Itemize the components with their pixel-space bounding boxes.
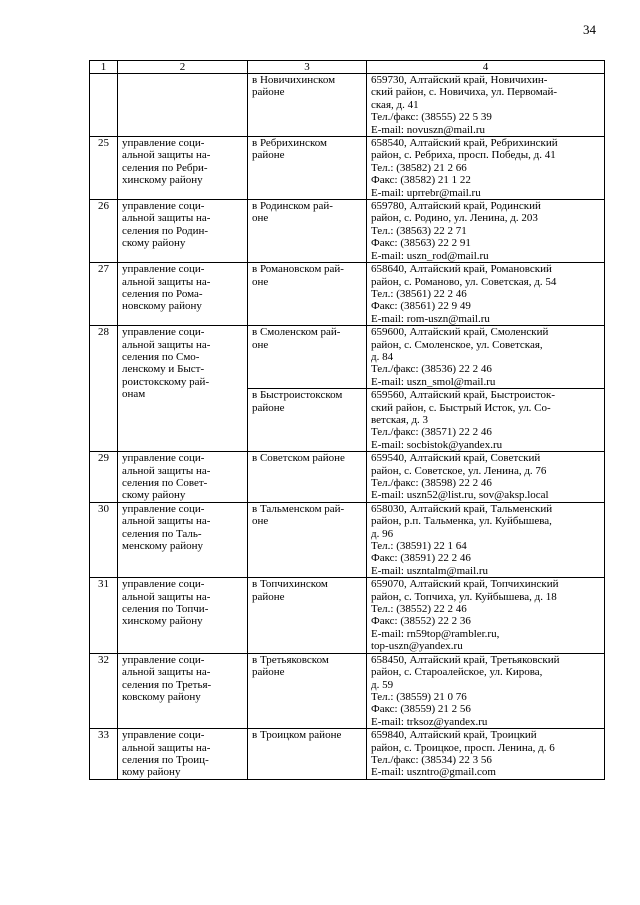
table-row bbox=[90, 326, 605, 389]
address-contacts: 658450, Алтайский край, Третьяковский район, с. Староалейское, ул. Кирова, д. 59 Тел.: (38559) 21 0 76 Факс: (38559) 21 2 56 E-mail: trksoz@yandex.ru bbox=[367, 653, 605, 728]
row-number: 26 bbox=[90, 200, 118, 263]
district-name: в Новичихинском районе bbox=[248, 74, 367, 137]
row-number: 32 bbox=[90, 653, 118, 728]
district-name: в Тальменском рай- оне bbox=[248, 502, 367, 577]
org-name bbox=[118, 74, 248, 137]
district-name: в Смоленском рай- оне bbox=[248, 326, 367, 389]
address-contacts: 659560, Алтайский край, Быстроисток- ский район, с. Быстрый Исток, ул. Со- ветская, д. 3 Тел./факс: (38571) 22 2 46 E-mail: socbistok@yandex.ru bbox=[367, 389, 605, 452]
districts-table bbox=[89, 60, 605, 780]
address-contacts: 658640, Алтайский край, Романовский район, с. Романово, ул. Советская, д. 54 Тел.: (38561) 22 2 46 Факс: (38561) 22 9 49 E-mail: rom-uszn@mail.ru bbox=[367, 263, 605, 326]
row-number: 29 bbox=[90, 452, 118, 503]
row-number: 27 bbox=[90, 263, 118, 326]
table-row bbox=[90, 653, 605, 728]
row-number: 31 bbox=[90, 578, 118, 653]
address-contacts: 659070, Алтайский край, Топчихинский район, с. Топчиха, ул. Куйбышева, д. 18 Тел.: (38552) 22 2 46 Факс: (38552) 22 2 36 E-mail: rn59top@rambler.ru, top-uszn@yandex.ru bbox=[367, 578, 605, 653]
row-number: 28 bbox=[90, 326, 118, 452]
address-contacts: 659730, Алтайский край, Новичихин- ский район, с. Новичиха, ул. Первомай- ская, д. 41 Тел./факс: (38555) 22 5 39 E-mail: novuszn@mail.ru bbox=[367, 74, 605, 137]
table-row bbox=[90, 200, 605, 263]
org-name: управление соци- альной защиты на- селения по Топчи- хинскому району bbox=[118, 578, 248, 653]
district-name: в Топчихинском районе bbox=[248, 578, 367, 653]
address-contacts: 658540, Алтайский край, Ребрихинский район, с. Ребриха, просп. Победы, д. 41 Тел.: (38582) 21 2 66 Факс: (38582) 21 1 22 E-mail: uprrebr@mail.ru bbox=[367, 137, 605, 200]
address-contacts: 659840, Алтайский край, Троицкий район, с. Троицкое, просп. Ленина, д. 6 Тел./факс: (38534) 22 3 56 E-mail: uszntro@gmail.com bbox=[367, 729, 605, 780]
table-row bbox=[90, 452, 605, 503]
table-row bbox=[90, 578, 605, 653]
header-cell: 3 bbox=[248, 61, 367, 74]
district-name: в Быстроистокском районе bbox=[248, 389, 367, 452]
org-name: управление соци- альной защиты на- селения по Родин- скому району bbox=[118, 200, 248, 263]
org-name: управление соци- альной защиты на- селения по Совет- скому району bbox=[118, 452, 248, 503]
district-name: в Советском районе bbox=[248, 452, 367, 503]
page-number: 34 bbox=[583, 22, 596, 37]
row-number: 33 bbox=[90, 729, 118, 780]
district-name: в Троицком районе bbox=[248, 729, 367, 780]
org-name: управление соци- альной защиты на- селения по Троиц- кому району bbox=[118, 729, 248, 780]
header-row bbox=[90, 61, 605, 74]
district-name: в Ребрихинском районе bbox=[248, 137, 367, 200]
header-cell: 4 bbox=[367, 61, 605, 74]
table-row bbox=[90, 263, 605, 326]
org-name: управление соци- альной защиты на- селения по Рома- новскому району bbox=[118, 263, 248, 326]
org-name: управление соци- альной защиты на- селения по Третья- ковскому району bbox=[118, 653, 248, 728]
district-name: в Романовском рай- оне bbox=[248, 263, 367, 326]
org-name: управление соци- альной защиты на- селения по Таль- менскому району bbox=[118, 502, 248, 577]
row-number: 25 bbox=[90, 137, 118, 200]
table-row bbox=[90, 729, 605, 780]
address-contacts: 659600, Алтайский край, Смоленский район, с. Смоленское, ул. Советская, д. 84 Тел./факс: (38536) 22 2 46 E-mail: uszn_smol@mail.ru bbox=[367, 326, 605, 389]
row-number: 30 bbox=[90, 502, 118, 577]
header-cell: 2 bbox=[118, 61, 248, 74]
org-name: управление соци- альной защиты на- селения по Смо- ленскому и Быст- роистокскому рай- онам bbox=[118, 326, 248, 452]
table-row bbox=[90, 502, 605, 577]
district-name: в Третьяковском районе bbox=[248, 653, 367, 728]
district-name: в Родинском рай- оне bbox=[248, 200, 367, 263]
header-cell: 1 bbox=[90, 61, 118, 74]
row-number bbox=[90, 74, 118, 137]
table-row bbox=[90, 74, 605, 137]
org-name: управление соци- альной защиты на- селения по Ребри- хинскому району bbox=[118, 137, 248, 200]
address-contacts: 659780, Алтайский край, Родинский район, с. Родино, ул. Ленина, д. 203 Тел.: (38563) 22 2 71 Факс: (38563) 22 2 91 E-mail: uszn_rod@mail.ru bbox=[367, 200, 605, 263]
table-row bbox=[90, 137, 605, 200]
address-contacts: 659540, Алтайский край, Советский район, с. Советское, ул. Ленина, д. 76 Тел./факс: (38598) 22 2 46 E-mail: uszn52@list.ru, sov@aksp.local bbox=[367, 452, 605, 503]
address-contacts: 658030, Алтайский край, Тальменский район, р.п. Тальменка, ул. Куйбышева, д. 96 Тел.: (38591) 22 1 64 Факс: (38591) 22 2 46 E-mail: uszntalm@mail.ru bbox=[367, 502, 605, 577]
